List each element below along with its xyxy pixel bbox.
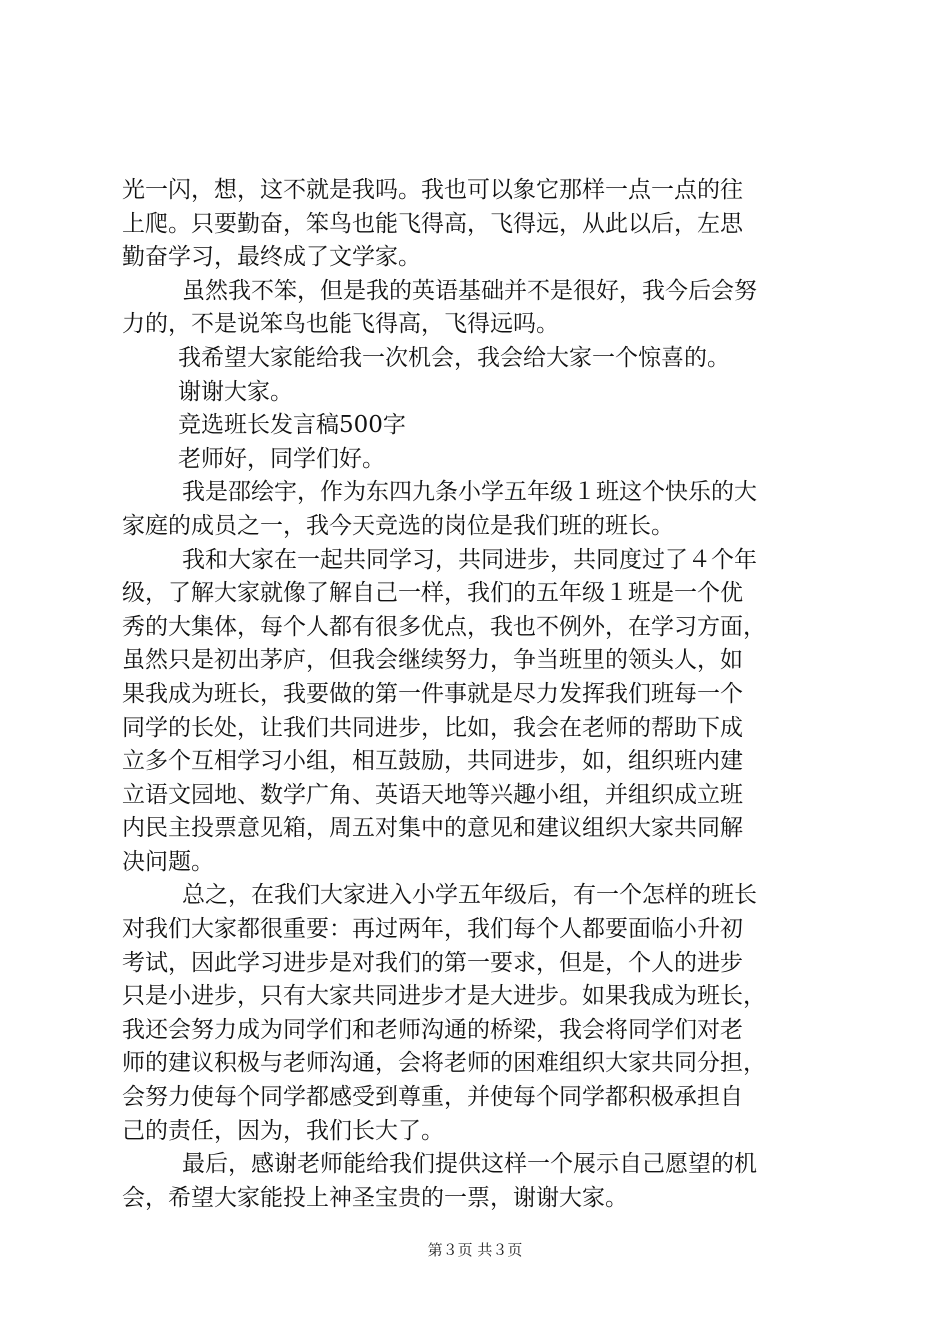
text-line: 我还会努力成为同学们和老师沟通的桥梁，我会将同学们对老 [122, 1016, 743, 1043]
text-line: 只是小进步，只有大家共同进步才是大进步。如果我成为班长， [122, 983, 766, 1010]
greeting-line: 老师好，同学们好。 [178, 445, 385, 472]
text-line: 考试，因此学习进步是对我们的第一要求，但是，个人的进步 [122, 949, 743, 976]
paragraph-start-line: 总之，在我们大家进入小学五年级后，有一个怎样的班长 [182, 882, 757, 909]
page-number-footer: 第３页 共３页 [427, 1241, 523, 1259]
text-line: 同学的长处，让我们共同进步，比如，我会在老师的帮助下成 [122, 714, 743, 741]
text-line: 上爬。只要勤奋，笨鸟也能飞得高，飞得远，从此以后，左思 [122, 210, 743, 237]
text-line: 内民主投票意见箱，周五对集中的意见和建议组织大家共同解 [122, 815, 743, 842]
text-line: 对我们大家都很重要：再过两年，我们每个人都要面临小升初 [122, 916, 743, 943]
text-line: 师的建议积极与老师沟通，会将老师的困难组织大家共同分担， [122, 1050, 766, 1077]
paragraph-start-line: 谢谢大家。 [178, 378, 293, 405]
section-heading: 竞选班长发言稿500字 [178, 412, 406, 439]
text-line: 果我成为班长，我要做的第一件事就是尽力发挥我们班每一个 [122, 680, 743, 707]
text-line: 家庭的成员之一，我今天竞选的岗位是我们班的班长。 [122, 512, 674, 539]
paragraph-start-line: 最后，感谢老师能给我们提供这样一个展示自己愿望的机 [182, 1151, 757, 1178]
text-line: 决问题。 [122, 848, 214, 875]
document-body [122, 174, 832, 1215]
text-line: 光一闪，想，这不就是我吗。我也可以象它那样一点一点的往 [122, 177, 743, 203]
text-line: 力的，不是说笨鸟也能飞得高，飞得远吗。 [122, 311, 559, 338]
text-line: 会，希望大家能投上神圣宝贵的一票，谢谢大家。 [122, 1184, 628, 1211]
text-line: 秀的大集体，每个人都有很多优点，我也不例外，在学习方面， [122, 613, 766, 640]
text-line: 立语文园地、数学广角、英语天地等兴趣小组，并组织成立班 [122, 781, 743, 808]
text-line: 己的责任，因为，我们长大了。 [122, 1117, 444, 1144]
text-line: 级，了解大家就像了解自己一样，我们的五年级１班是一个优 [122, 580, 743, 607]
text-line: 虽然只是初出茅庐，但我会继续努力，争当班里的领头人，如 [122, 647, 743, 674]
paragraph-start-line: 我和大家在一起共同学习，共同进步，共同度过了４个年 [182, 546, 757, 573]
text-line: 会努力使每个同学都感受到尊重，并使每个同学都积极承担自 [122, 1084, 743, 1111]
paragraph-start-line: 虽然我不笨，但是我的英语基础并不是很好，我今后会努 [182, 277, 757, 304]
text-line: 勤奋学习，最终成了文学家。 [122, 244, 421, 271]
paragraph-start-line: 我希望大家能给我一次机会，我会给大家一个惊喜的。 [178, 344, 730, 371]
text-line: 立多个互相学习小组，相互鼓励，共同进步，如，组织班内建 [122, 748, 743, 775]
paragraph-start-line: 我是邵绘宇，作为东四九条小学五年级１班这个快乐的大 [182, 479, 757, 506]
